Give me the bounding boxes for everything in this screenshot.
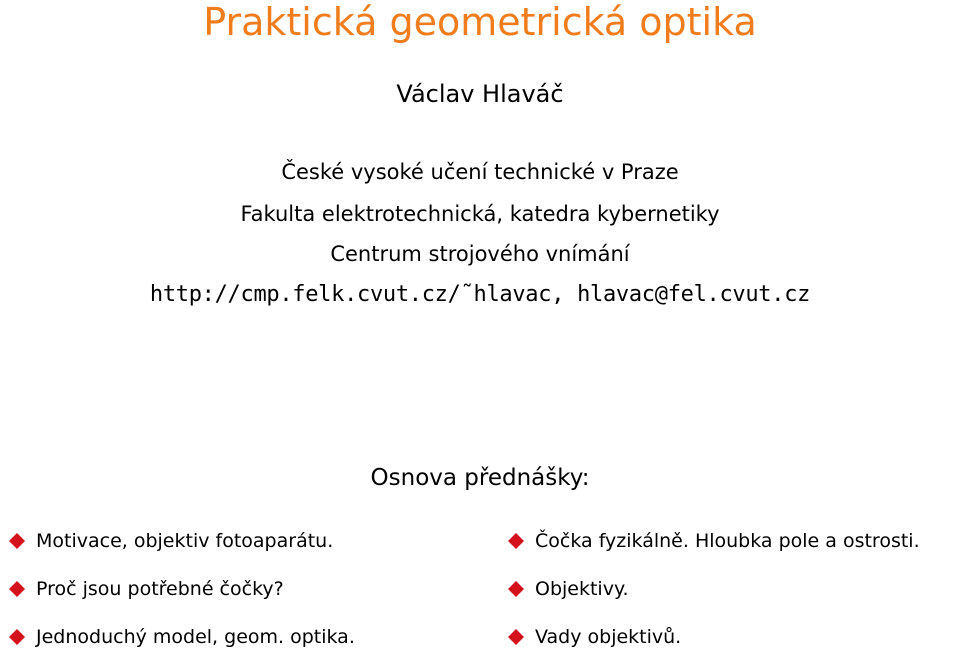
outline-item-label: Vady objektivů.: [535, 626, 682, 648]
author-name: Václav Hlaváč: [396, 80, 564, 108]
outline-item: [8, 565, 355, 613]
outline-list-right: [507, 517, 920, 661]
outline-item-label: Objektivy.: [535, 578, 629, 600]
outline-item: [507, 613, 920, 661]
outline-item: [507, 565, 920, 613]
outline-item-label: Jednoduchý model, geom. optika.: [36, 626, 355, 648]
outline-heading: Osnova přednášky:: [370, 465, 590, 491]
outline-item-label: Čočka fyzikálně. Hloubka pole a ostrosti.: [535, 530, 920, 552]
outline-item: [8, 613, 355, 661]
diamond-icon: [507, 580, 525, 598]
outline-item-label: Proč jsou potřebné čočky?: [36, 578, 284, 600]
faculty-name: Fakulta elektrotechnická, katedra kybernetiky: [240, 202, 720, 226]
outline-item: [507, 517, 920, 565]
center-name: Centrum strojového vnímání: [330, 242, 630, 266]
diamond-icon: [8, 628, 26, 646]
contact-url: http://cmp.felk.cvut.cz/˜hlavac, hlavac@fel.cvut.cz: [149, 282, 811, 307]
diamond-icon: [507, 532, 525, 550]
diamond-icon: [507, 628, 525, 646]
outline-item: [8, 517, 355, 565]
university-name: České vysoké učení technické v Praze: [281, 160, 679, 184]
diamond-icon: [8, 532, 26, 550]
diamond-icon: [8, 580, 26, 598]
outline-item-label: Motivace, objektiv fotoaparátu.: [36, 530, 334, 552]
page-title: Praktická geometrická optika: [203, 0, 757, 44]
outline-list-left: [8, 517, 355, 661]
